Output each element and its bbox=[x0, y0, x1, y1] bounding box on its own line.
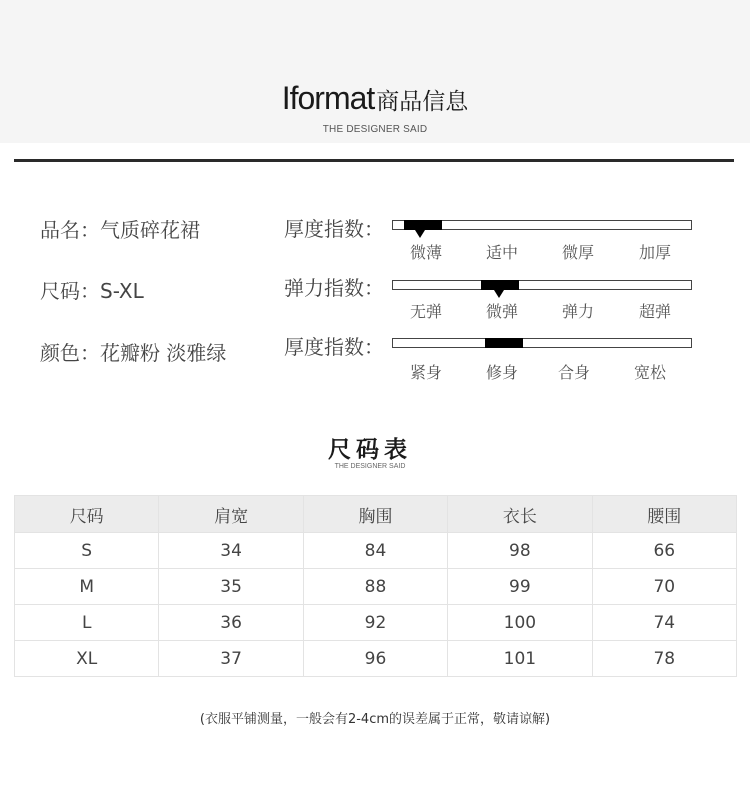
table-cell: 101 bbox=[448, 641, 592, 677]
table-cell: 92 bbox=[303, 605, 447, 641]
thickness-scale-bar bbox=[392, 220, 692, 230]
table-cell: 35 bbox=[159, 569, 303, 605]
table-cell: 74 bbox=[592, 605, 736, 641]
scale-indicator bbox=[404, 220, 442, 230]
scale-option: 修身 bbox=[485, 363, 518, 382]
product-size-range: 尺码：S-XL bbox=[40, 279, 144, 303]
header-band bbox=[0, 0, 750, 143]
product-colors: 颜色：花瓣粉 淡雅绿 bbox=[40, 341, 227, 365]
table-cell: 84 bbox=[303, 533, 447, 569]
scale-option: 微薄 bbox=[409, 243, 442, 262]
column-header: 肩宽 bbox=[159, 496, 303, 533]
scale-indicator bbox=[481, 280, 519, 290]
table-cell: L bbox=[15, 605, 159, 641]
table-cell: 96 bbox=[303, 641, 447, 677]
size-table bbox=[14, 495, 737, 677]
table-header-row bbox=[15, 496, 737, 533]
table-cell: 34 bbox=[159, 533, 303, 569]
pointer-icon bbox=[415, 230, 425, 238]
table-row bbox=[15, 533, 737, 569]
table-row bbox=[15, 605, 737, 641]
table-row bbox=[15, 641, 737, 677]
measurement-note: (衣服平铺测量，一般会有2-4cm的误差属于正常，敬请谅解) bbox=[199, 712, 551, 727]
scale-option: 微厚 bbox=[561, 243, 594, 262]
column-header: 衣长 bbox=[448, 496, 592, 533]
column-header: 胸围 bbox=[303, 496, 447, 533]
column-header: 尺码 bbox=[15, 496, 159, 533]
table-cell: 66 bbox=[592, 533, 736, 569]
brand-subtitle: THE DESIGNER SAID bbox=[322, 124, 428, 135]
section-title: 商品信息 bbox=[376, 89, 469, 115]
column-header: 腰围 bbox=[592, 496, 736, 533]
table-cell: 88 bbox=[303, 569, 447, 605]
table-cell: S bbox=[15, 533, 159, 569]
size-chart-subtitle: THE DESIGNER SAID bbox=[334, 463, 406, 470]
brand-name: Iformat bbox=[281, 80, 375, 116]
product-name: 品名：气质碎花裙 bbox=[40, 218, 200, 242]
scale-option: 合身 bbox=[557, 363, 590, 382]
elasticity-scale-label: 弹力指数： bbox=[284, 276, 384, 300]
scale-option: 宽松 bbox=[633, 363, 666, 382]
scale-option: 无弹 bbox=[409, 302, 442, 321]
table-row bbox=[15, 569, 737, 605]
table-cell: 78 bbox=[592, 641, 736, 677]
table-cell: XL bbox=[15, 641, 159, 677]
table-cell: 70 bbox=[592, 569, 736, 605]
scale-option: 微弹 bbox=[485, 302, 518, 321]
divider bbox=[14, 159, 734, 162]
scale-option: 紧身 bbox=[409, 363, 442, 382]
table-cell: 36 bbox=[159, 605, 303, 641]
thickness-scale-label: 厚度指数： bbox=[284, 217, 384, 241]
table-cell: 37 bbox=[159, 641, 303, 677]
scale-option: 弹力 bbox=[561, 302, 594, 321]
fit-scale-label: 厚度指数： bbox=[284, 335, 384, 359]
size-chart-title: 尺码表 bbox=[328, 437, 412, 463]
fit-scale-bar bbox=[392, 338, 692, 348]
pointer-icon bbox=[494, 290, 504, 298]
table-cell: 100 bbox=[448, 605, 592, 641]
table-cell: M bbox=[15, 569, 159, 605]
scale-indicator bbox=[485, 338, 523, 348]
scale-option: 适中 bbox=[485, 243, 518, 262]
scale-option: 加厚 bbox=[638, 243, 671, 262]
scale-option: 超弹 bbox=[638, 302, 671, 321]
brand-title bbox=[0, 80, 750, 117]
table-cell: 99 bbox=[448, 569, 592, 605]
elasticity-scale-bar bbox=[392, 280, 692, 290]
table-cell: 98 bbox=[448, 533, 592, 569]
